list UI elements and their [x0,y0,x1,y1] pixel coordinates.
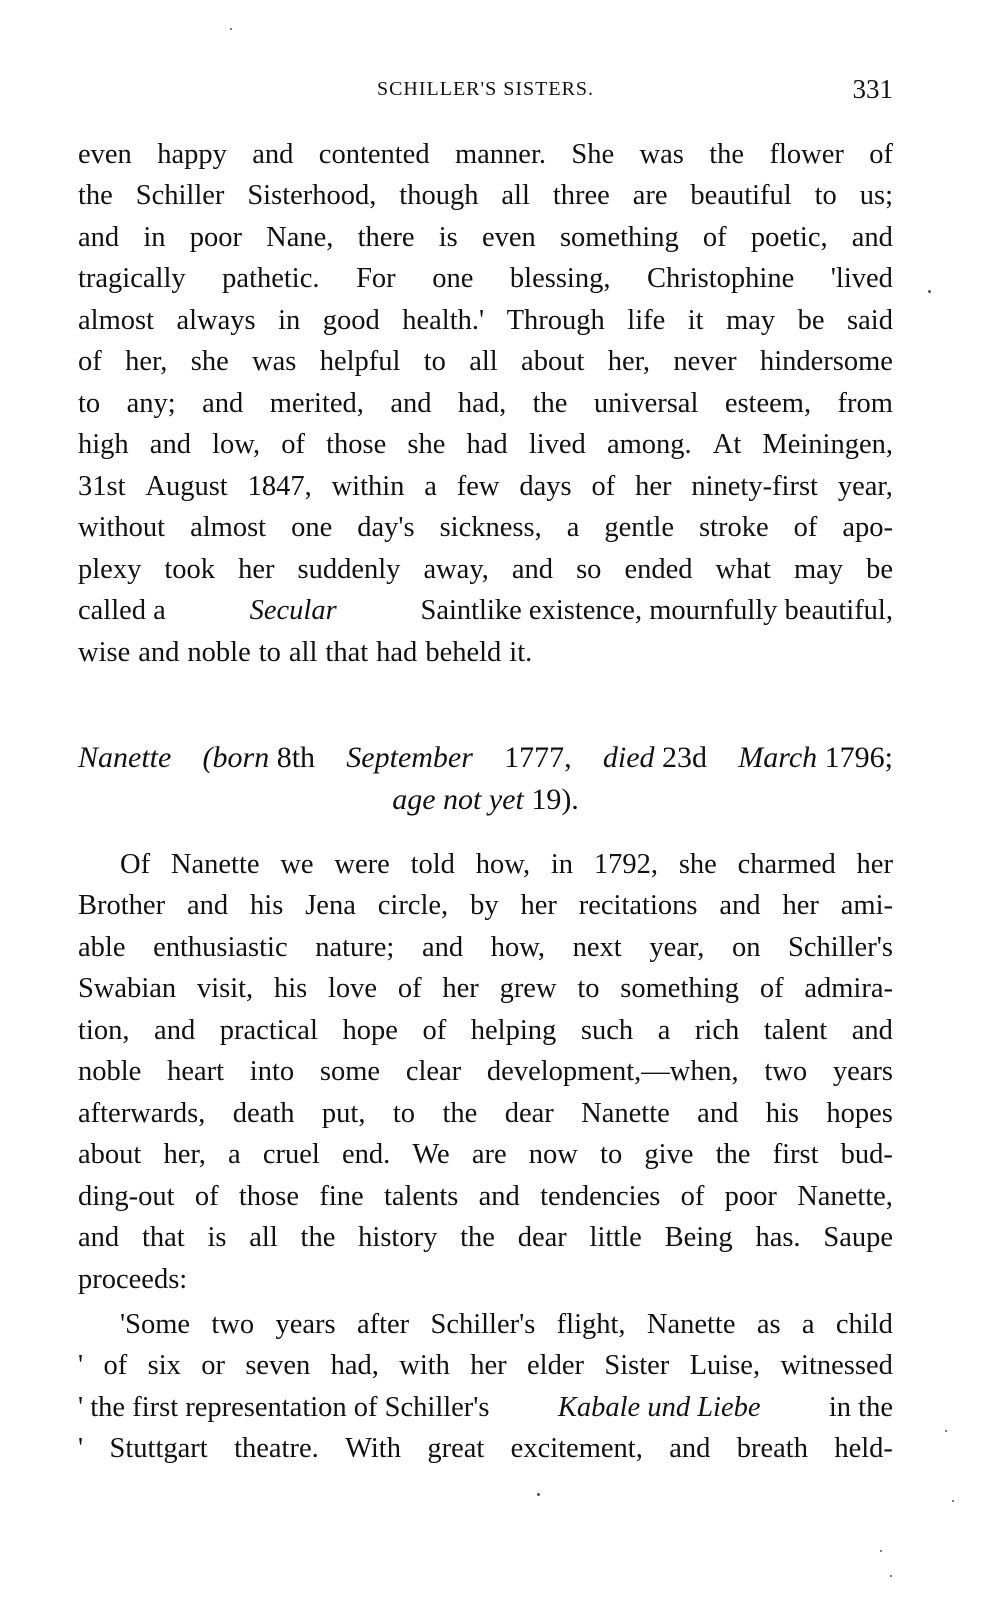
heading-died: died 23d [602,741,708,774]
line-text: in the [828,1392,893,1423]
running-title: SCHILLER'S SISTERS. [376,78,595,100]
scan-speck [952,1500,954,1502]
paragraph-line: even happy and contented manner. She was the flower of [78,139,893,170]
paragraph-line: high and low, of those she had lived among. At Meiningen, [78,429,893,460]
paragraph-line: 31st August 1847, within a few days of her ninety-first year, [78,471,893,502]
paragraph-line: plexy took her suddenly away, and so ended what may be [78,554,893,585]
quote-line: ' Stuttgart theatre. With great excitement, and breath held- [78,1433,893,1464]
quote-line: 'Some two years after Schiller's flight, Nanette as a child [120,1309,893,1340]
italic-title: Kabale und Liebe [557,1392,761,1423]
heading-age-label: age not yet [392,783,524,816]
running-head [78,74,893,108]
scan-speck [945,1430,947,1432]
heading-born-year: 1777, [504,741,572,774]
paragraph-line: afterwards, death put, to the dear Nanette and his hopes [78,1098,893,1129]
paragraph-line: tion, and practical hope of helping such a rich talent and [78,1015,893,1046]
page-number: 331 [852,74,893,104]
line-text: called a [78,595,166,626]
paragraph-line [78,593,893,629]
paragraph-line: ding-out of those fine talents and tendencies of poor Nanette, [78,1181,893,1212]
heading-age-value: 19). [531,783,579,816]
quote-line [78,1390,893,1426]
heading-died-year: March 1796; [738,741,893,774]
paragraph-line: Swabian visit, his love of her grew to something of admira- [78,973,893,1004]
heading-born-month: September [346,741,473,774]
line-text: Saintlike existence, mournfully beautiful, [420,595,893,626]
paragraph-line: able enthusiastic nature; and how, next year, on Schiller's [78,932,893,963]
scan-speck [880,1550,882,1552]
paragraph-line: tragically pathetic. For one blessing, Christophine 'lived [78,263,893,294]
paragraph-line: of her, she was helpful to all about her, never hindersome [78,346,893,377]
scan-speck [537,1493,540,1496]
paragraph-line: about her, a cruel end. We are now to give the first bud- [78,1139,893,1170]
paragraph-line: wise and noble to all that had beheld it. [78,637,533,668]
section-heading-line-1 [78,738,893,778]
quote-line: ' of six or seven had, with her elder Sister Luise, witnessed [78,1350,893,1381]
paragraph-line: Of Nanette we were told how, in 1792, she charmed her [120,849,893,880]
paragraph-line: the Schiller Sisterhood, though all three are beautiful to us; [78,180,893,211]
paragraph-line: without almost one day's sickness, a gentle stroke of apo- [78,512,893,543]
heading-name: Nanette [78,741,172,774]
paragraph-line: proceeds: [78,1264,188,1295]
paragraph-line: to any; and merited, and had, the universal esteem, from [78,388,893,419]
paragraph-line: Brother and his Jena circle, by her recitations and her ami- [78,890,893,921]
scan-speck [230,28,232,30]
paragraph-line: noble heart into some clear development,—when, two years [78,1056,893,1087]
line-text: ' the first representation of Schiller's [78,1392,490,1423]
scan-speck [928,290,931,293]
section-heading-line-2 [78,780,893,820]
heading-born: (born 8th [202,741,316,774]
paragraph-line: and that is all the history the dear little Being has. Saupe [78,1222,893,1253]
scan-speck [890,1575,892,1577]
paragraph-line: and in poor Nane, there is even something of poetic, and [78,222,893,253]
paragraph-line: almost always in good health.' Through life it may be said [78,305,893,336]
italic-term: Secular [249,595,337,626]
